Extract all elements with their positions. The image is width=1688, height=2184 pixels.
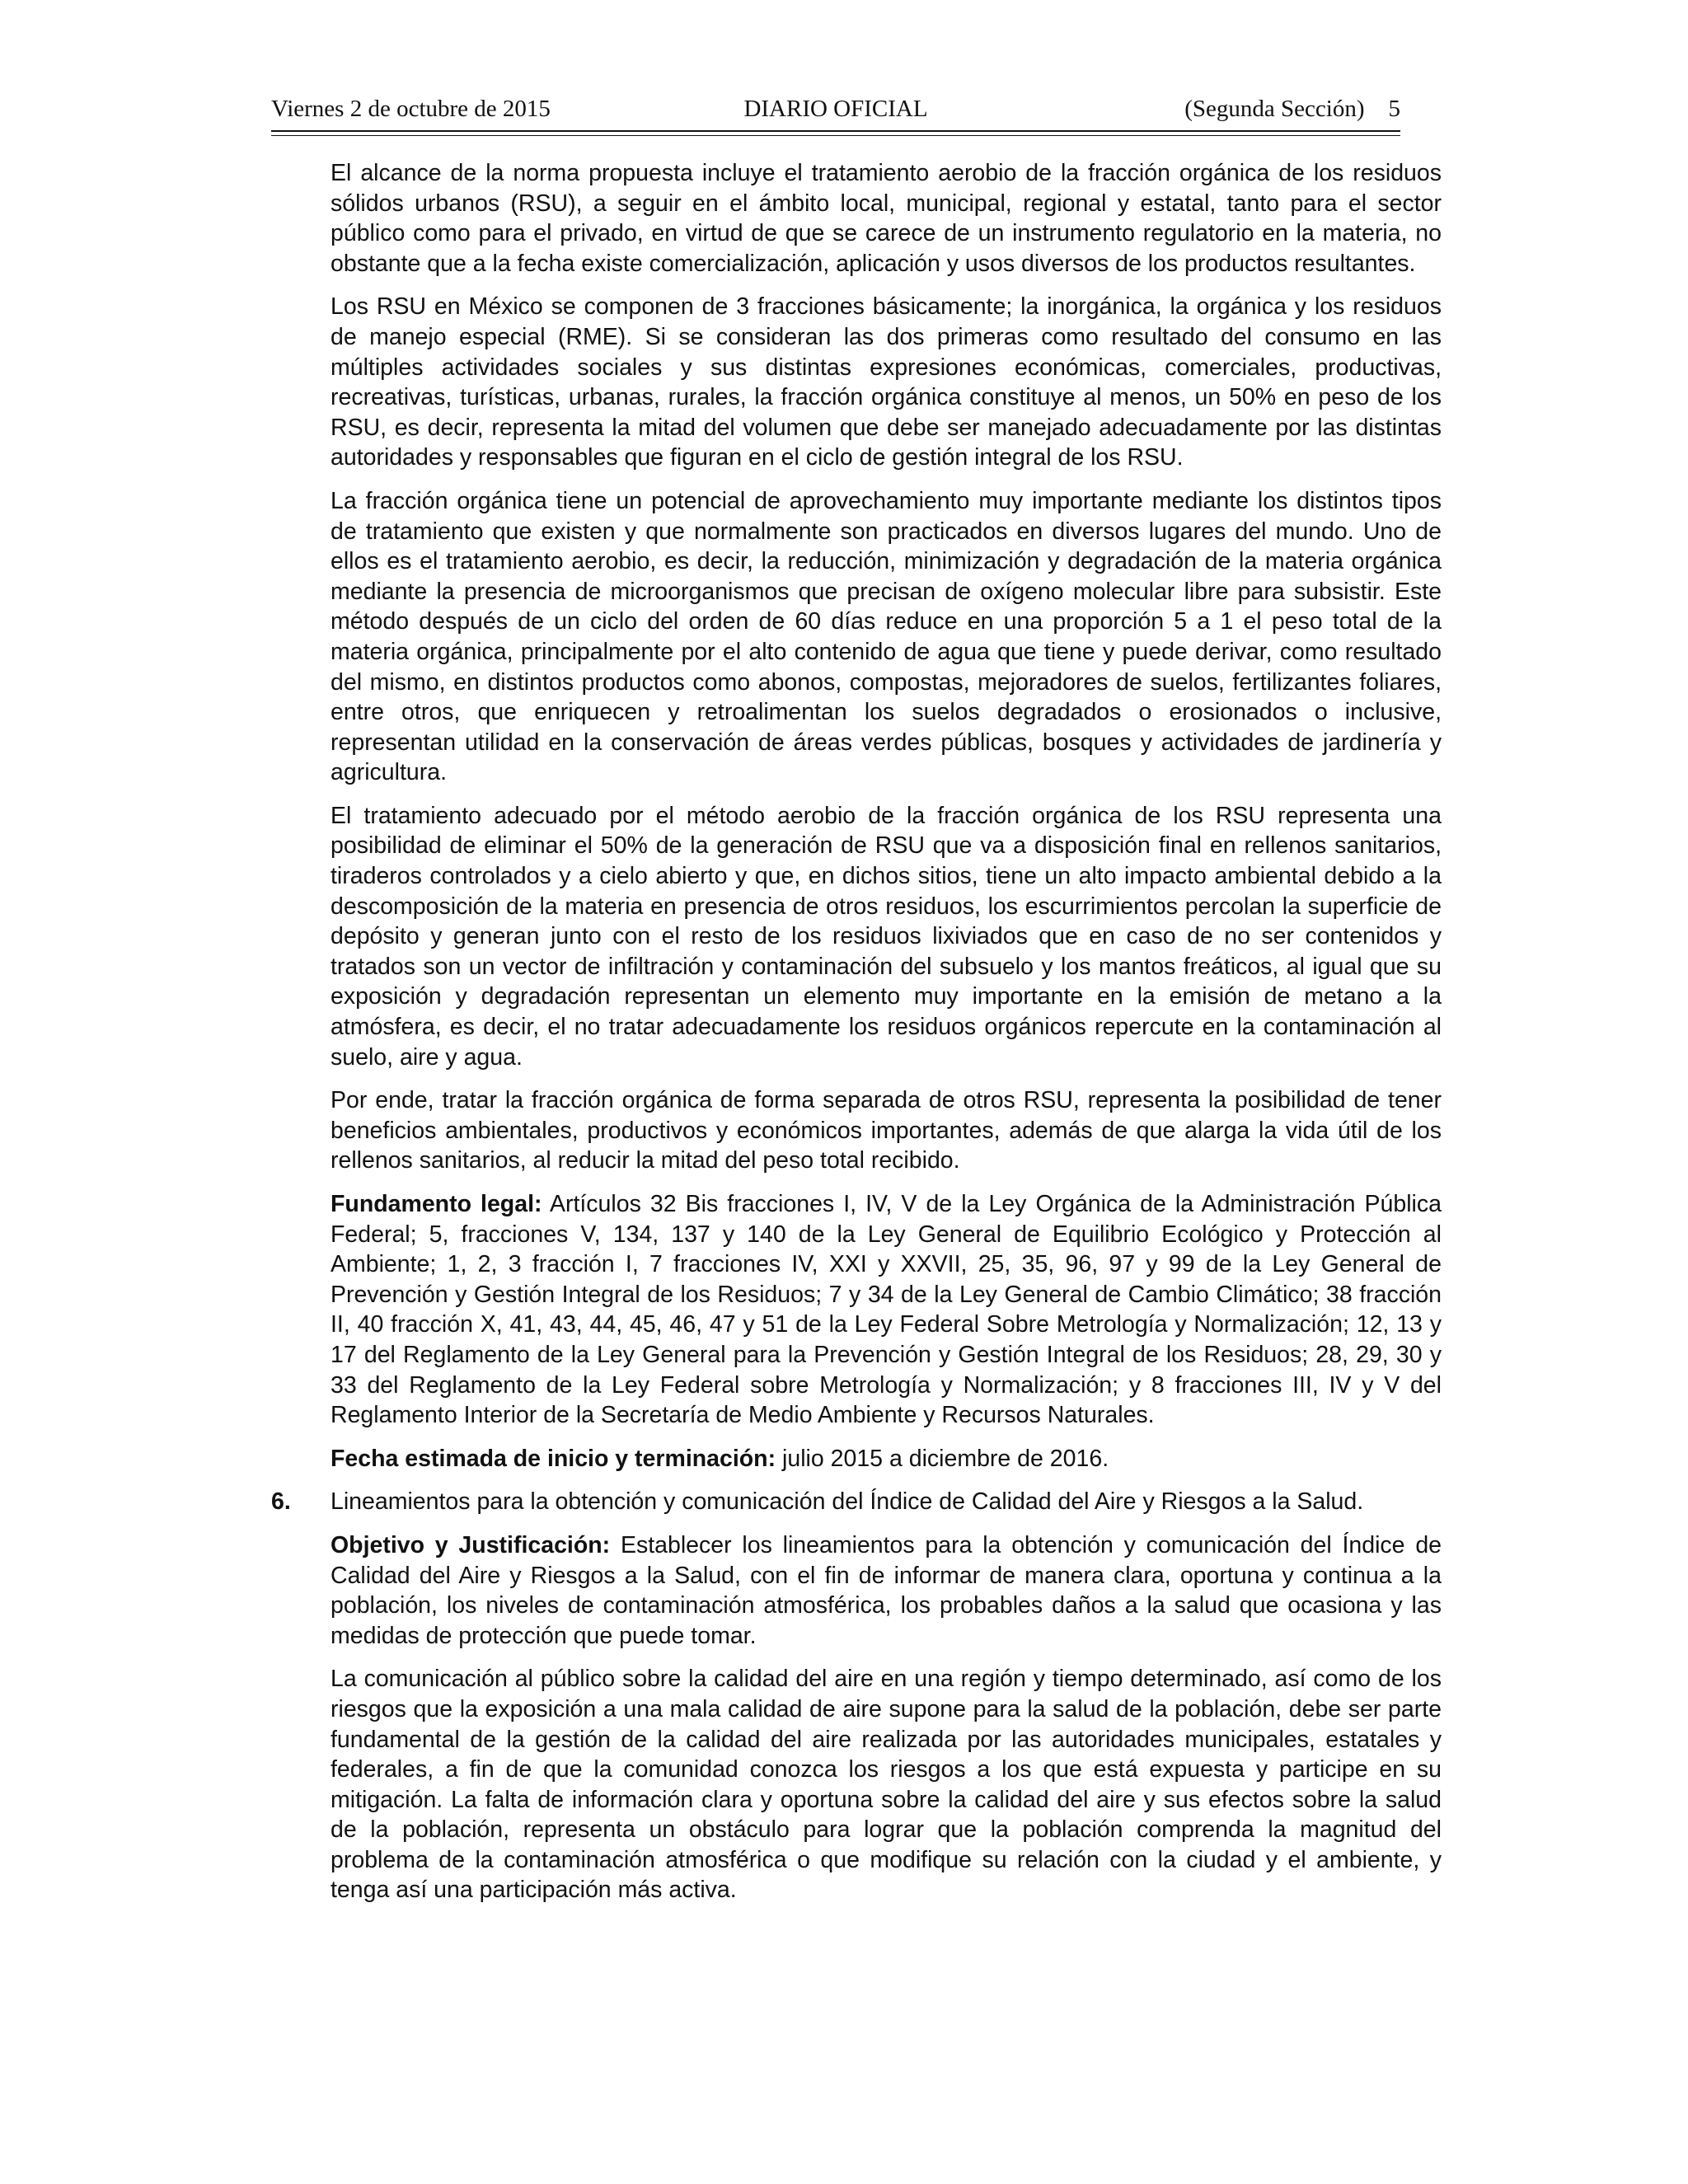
paragraph-fraccion-organica: La fracción orgánica tiene un potencial de aprovechamiento muy importante mediante los distintos tipos de tratamiento que existen y que normalmente son practicados en diversos lugares del mundo. Uno de ellos es el tratamiento aerobio, es decir, la reducción, minimización y degradación de la materia orgánica mediante la presencia de microorganismos que precisan de oxígeno molecular libre para subsistir. Este método después de un ciclo del orden de 60 días reduce en una proporción 5 a 1 el peso total de la materia orgánica, principalmente por el alto contenido de agua que tiene y puede derivar, como resultado del mismo, en distintos productos como abonos, compostas, mejoradores de suelos, fertilizantes foliares, entre otros, que enriquecen y retroalimentan los suelos degradados o erosionados o inclusive, representan utilidad en la conservación de áreas verdes públicas, bosques y actividades de jardinería y agricultura. xyxy=(331,487,1442,786)
header-publication: DIARIO OFICIAL xyxy=(743,96,928,122)
paragraph-objetivo xyxy=(331,1530,1442,1651)
item-number: 6. xyxy=(271,1488,291,1516)
header-section-page xyxy=(1184,96,1400,123)
fundamento-text: Artículos 32 Bis fracciones I, IV, V de la Ley Orgánica de la Administración Pública Federal; 5, fracciones V, 134, 137 y 140 de la Ley General de Equilibrio Ecológico y Protección al Ambiente; 1, 2, 3 fracción I, 7 fracciones IV, XXI y XXVII, 25, 35, 96, 97 y 99 de la Ley General de Prevención y Gestión Integral de los Residuos; 7 y 34 de la Ley General de Cambio Climático; 38 fracción II, 40 fracción X, 41, 43, 44, 45, 46, 47 y 51 de la Ley Federal Sobre Metrología y Normalización; 12, 13 y 17 del Reglamento de la Ley General para la Prevención y Gestión Integral de los Residuos; 28, 29, 30 y 33 del Reglamento de la Ley Federal sobre Metrología y Normalización; y 8 fracciones III, IV y V del Reglamento Interior de la Secretaría de Medio Ambiente y Recursos Naturales. xyxy=(331,1191,1442,1429)
objetivo-label: Objetivo y Justificación: xyxy=(331,1531,611,1558)
header-page-number: 5 xyxy=(1388,96,1400,122)
page-header xyxy=(271,96,1400,129)
paragraph-tratamiento-aerobio: El tratamiento adecuado por el método aerobio de la fracción orgánica de los RSU representa una posibilidad de eliminar el 50% de la generación de RSU que va a disposición final en rellenos sanitarios, tiraderos controlados y a cielo abierto y que, en dichos sitios, tiene un alto impacto ambiental debido a la descomposición de la materia en presencia de otros residuos, los escurrimientos percolan la superficie de depósito y generan junto con el resto de los residuos lixiviados que en caso de no ser contenidos y tratados son un vector de infiltración y contaminación del subsuelo y los mantos freáticos, al igual que su exposición y degradación representan un elemento muy importante en la emisión de metano a la atmósfera, es decir, el no tratar adecuadamente los residuos orgánicos repercute en la contaminación al suelo, aire y agua. xyxy=(331,802,1442,1071)
header-date: Viernes 2 de octubre de 2015 xyxy=(271,96,551,122)
paragraph-fecha-estimada xyxy=(331,1444,1442,1474)
fecha-text: julio 2015 a diciembre de 2016. xyxy=(782,1445,1109,1472)
objetivo-text: Establecer los lineamientos para la obtención y comunicación del Índice de Calidad del Aire y Riesgos a la Salud, con el fin de informar de manera clara, oportuna y continua a la población, los niveles de contaminación atmosférica, los probables daños a la salud que ocasiona y las medidas de protección que puede tomar. xyxy=(331,1531,1442,1649)
paragraph-por-ende: Por ende, tratar la fracción orgánica de forma separada de otros RSU, representa la posibilidad de tener beneficios ambientales, productivos y económicos importantes, además de que alarga la vida útil de los rellenos sanitarios, al reducir la mitad del peso total recibido. xyxy=(331,1087,1442,1174)
paragraph-alcance: El alcance de la norma propuesta incluye el tratamiento aerobio de la fracción orgánica de los residuos sólidos urbanos (RSU), a seguir en el ámbito local, municipal, regional y estatal, tanto para el sector público como para el privado, en virtud de que se carece de un instrumento regulatorio en la materia, no obstante que a la fecha existe comercialización, aplicación y usos diversos de los productos resultantes. xyxy=(331,160,1442,277)
fecha-label: Fecha estimada de inicio y terminación: xyxy=(331,1445,776,1472)
header-section: (Segunda Sección) xyxy=(1184,96,1365,122)
paragraph-comunicacion-publico: La comunicación al público sobre la calidad del aire en una región y tiempo determinado, así como de los riesgos que la exposición a una mala calidad de aire supone para la salud de la población, debe ser parte fundamental de la gestión de la calidad del aire realizada por las autoridades municipales, estatales y federales, a fin de que la comunidad conozca los riesgos a los que está expuesta y participe en su mitigación. La falta de información clara y oportuna sobre la calidad del aire y sus efectos sobre la salud de la población, representa un obstáculo para lograr que la población comprenda la magnitud del problema de la contaminación atmosférica o que modifique su relación con la ciudad y el ambiente, y tenga así una participación más activa. xyxy=(331,1666,1442,1904)
body-text xyxy=(271,158,1442,1919)
paragraph-fundamento-legal xyxy=(331,1189,1442,1431)
list-item-6 xyxy=(271,1487,1442,1517)
paragraph-rsu-mexico: Los RSU en México se componen de 3 fracciones básicamente; la inorgánica, la orgánica y los residuos de manejo especial (RME). Si se consideran las dos primeras como resultado del consumo en las múltiples actividades sociales y sus distintas expresiones económicas, comerciales, productivas, recreativas, turísticas, urbanas, rurales, la fracción orgánica constituye al menos, un 50% en peso de los RSU, es decir, representa la mitad del volumen que debe ser manejado adecuadamente por las distintas autoridades y responsables que figuran en el ciclo de gestión integral de los RSU. xyxy=(331,293,1442,471)
header-rule-thin xyxy=(271,135,1400,136)
header-rule-thick xyxy=(271,130,1400,132)
fundamento-label: Fundamento legal: xyxy=(331,1191,542,1217)
item-title: Lineamientos para la obtención y comunicación del Índice de Calidad del Aire y Riesgos a la Salud. xyxy=(331,1488,1364,1516)
